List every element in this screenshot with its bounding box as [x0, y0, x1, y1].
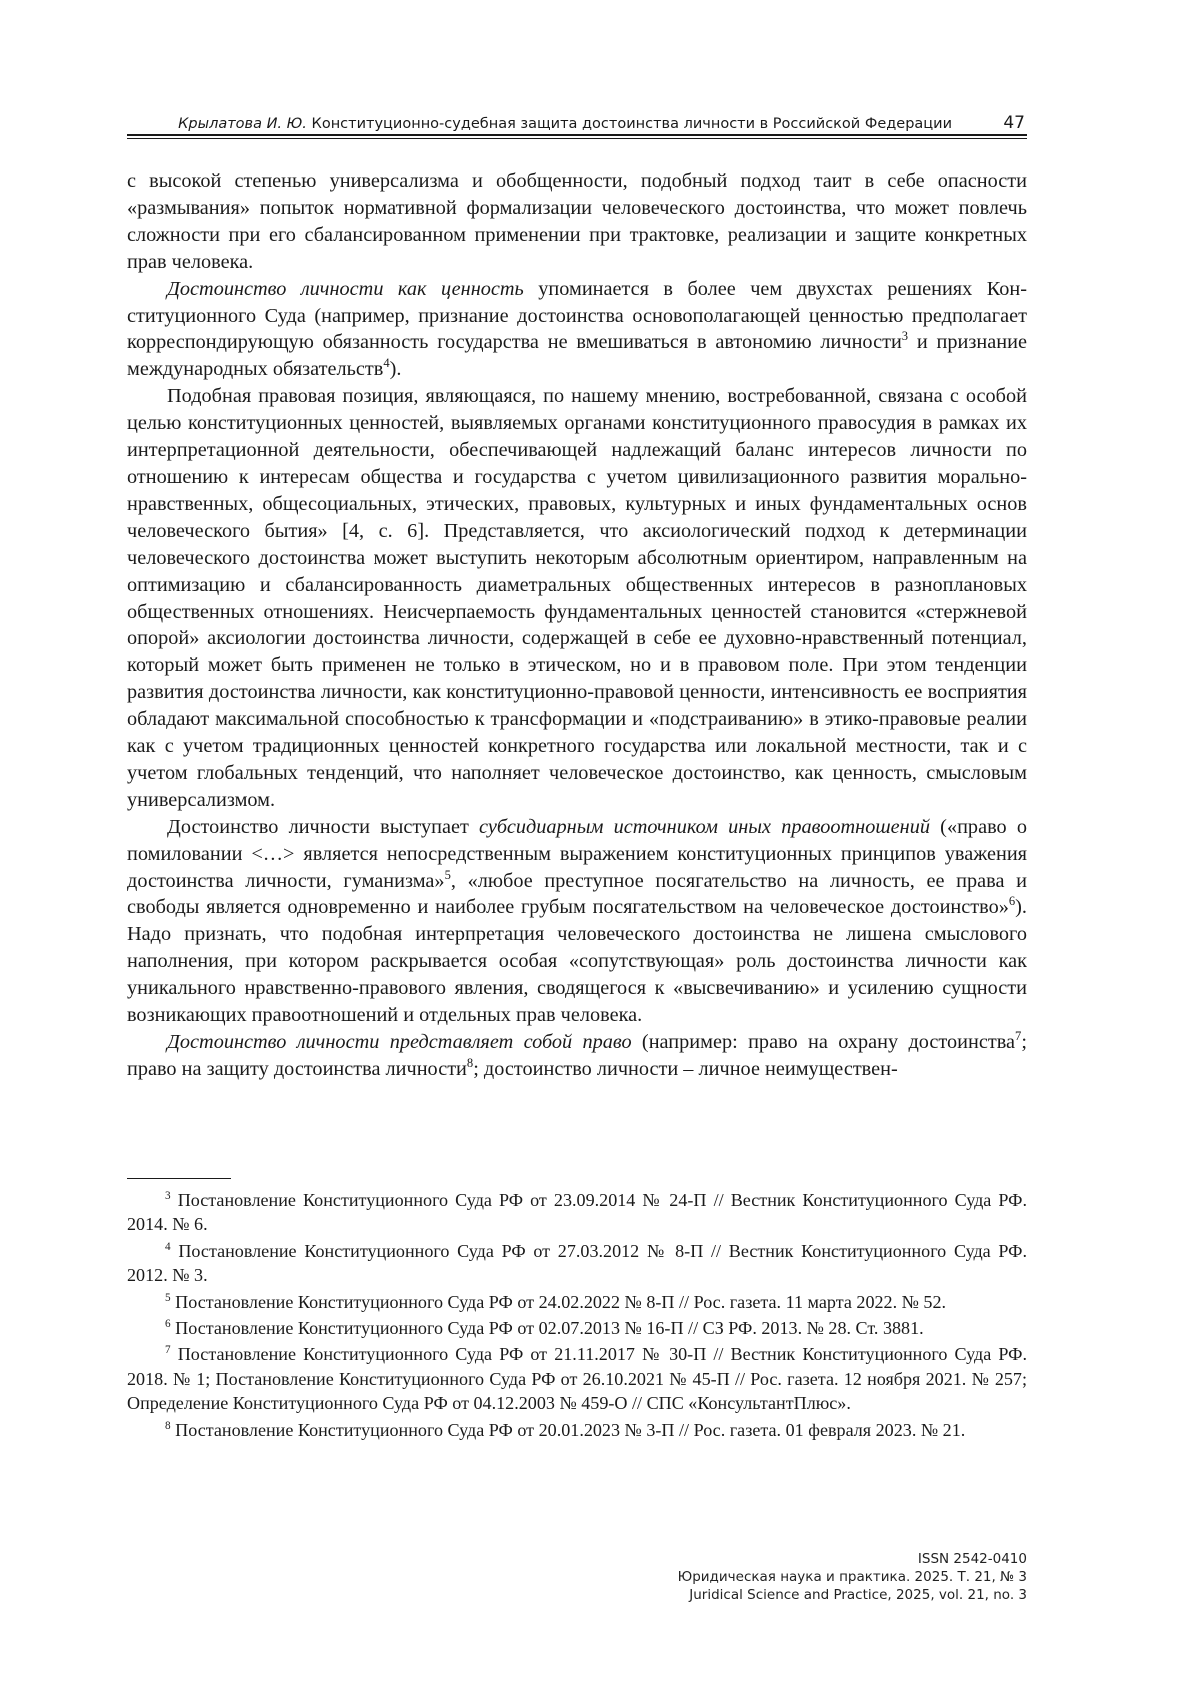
- footnote-text: Постановление Конституционного Суда РФ от 24.02.2022 № 8-П // Рос. газета. 11 марта 2022. № 52.: [175, 1291, 947, 1312]
- footnote-text: Постановление Конституционного Суда РФ от 02.07.2013 № 16-П // СЗ РФ. 2013. № 28. Ст. 3881.: [175, 1318, 924, 1339]
- footnote-separator: [127, 1178, 231, 1179]
- footnote-ref-7[interactable]: 7: [1015, 1029, 1022, 1044]
- paragraph-1: [127, 168, 1027, 276]
- header-rule-thin: [127, 138, 1027, 139]
- paragraph-4-text-b: («право о помиловании <…> является непосредственным выражением конституционных принципов уважения достоинства личности, гуманизма»: [127, 815, 1027, 892]
- paragraph-4: [127, 814, 1027, 1029]
- footnote-number: 8: [165, 1419, 171, 1432]
- paragraph-2-text-b: и признание международных обязательств: [127, 331, 1027, 381]
- paragraph-3: [127, 383, 1027, 814]
- running-head-text: [178, 116, 952, 132]
- paragraph-2-emphasis: Достоинство личности как ценность: [167, 277, 524, 300]
- paragraph-2: [127, 276, 1027, 384]
- footnote-8: [127, 1418, 1027, 1442]
- footnote-ref-4[interactable]: 4: [383, 356, 390, 371]
- footnote-7: [127, 1342, 1027, 1415]
- footnote-number: 5: [165, 1291, 171, 1304]
- running-head-author: Крылатова И. Ю.: [178, 116, 307, 132]
- footnote-4: [127, 1239, 1027, 1288]
- paragraph-5: [127, 1029, 1027, 1083]
- journal-citation-en: Juridical Science and Practice, 2025, vol. 21, no. 3: [689, 1587, 1027, 1603]
- footnotes: [127, 1188, 1027, 1444]
- paragraph-5-text-c: ; достоинство личности – личное неимуществен-: [473, 1057, 898, 1080]
- footnote-3: [127, 1188, 1027, 1237]
- footnote-6: [127, 1316, 1027, 1340]
- paragraph-2-text-a: упоминается в более чем двухстах решениях Конституционного Суда (например, признание достоинства основополагающей ценностью предполагает корреспондирующую обязанность государства не вмешиваться в автономию личности: [127, 277, 1027, 354]
- page-number: 47: [1003, 113, 1025, 133]
- paragraph-2-text-c: ).: [389, 358, 402, 381]
- paragraph-3-text: Подобная правовая позиция, являющаяся, по нашему мнению, востребованной, связана с особой целью конституционных ценностей, выявляемых органами конституционного правосудия в рамках их интерпретационной деятельности, обеспечивающей надлежащий баланс интересов личности по отношению к интересам общества и государства с учетом цивилизационного развития морально-нравственных, общесоциальных, этических, правовых, культурных и иных фундаментальных основ человеческого бытия» [4, с. 6]. Представляется, что аксиологический подход к детерминации человеческого достоинства может выступить некоторым абсолютным ориентиром, направленным на оптимизацию и сбалансированность диаметральных общественных интересов в разноплановых общественных отношениях. Неисчерпаемость фундаментальных ценностей становится «стержневой опорой» аксиологии достоинства личности, содержащей в себе ее духовно-нравственный потенциал, который может быть применен не только в этическом, но и в правовом поле. При этом тенденции развития достоинства личности, как конституционно-правовой ценности, интенсивность ее восприятия обладают максимальной способностью к трансформации и «подстраиванию» в этико-правовые реалии как с учетом традиционных ценностей конкретного государства или локальной местности, так и с учетом глобальных тенденций, что наполняет человеческое достоинство, как ценность, смысловым универсализмом.: [127, 385, 1027, 811]
- journal-citation-ru: Юридическая наука и практика. 2025. Т. 21, № 3: [677, 1569, 1027, 1585]
- footnote-text: Постановление Конституционного Суда РФ от 20.01.2023 № 3-П // Рос. газета. 01 февраля 2023. № 21.: [175, 1419, 966, 1440]
- footnote-ref-8[interactable]: 8: [466, 1056, 474, 1071]
- paragraph-4-text-a: Достоинство личности выступает: [167, 815, 480, 838]
- footnote-number: 4: [165, 1240, 171, 1253]
- footnote-5: [127, 1290, 1027, 1314]
- header-rule-thick: [127, 134, 1027, 136]
- footnote-ref-5[interactable]: 5: [444, 867, 451, 882]
- issn: ISSN 2542-0410: [917, 1551, 1027, 1567]
- paragraph-5-text-b: ; право на защиту достоинства личности: [127, 1031, 1027, 1080]
- footnote-text: Постановление Конституционного Суда РФ от 23.09.2014 № 24-П // Вестник Конституционного Суда РФ. 2014. № 6.: [127, 1190, 1027, 1235]
- running-head: [127, 113, 1027, 141]
- paragraph-4-emphasis: субсидиарным источником иных правоотношений: [479, 815, 930, 838]
- footnote-number: 3: [165, 1189, 171, 1202]
- footnote-number: 7: [165, 1344, 171, 1357]
- page-footer: [678, 1550, 1027, 1604]
- footnote-text: Постановление Конституционного Суда РФ от 21.11.2017 № 30-П // Вестник Конституционного Суда РФ. 2018. № 1; Постановление Конституционного Суда РФ от 26.10.2021 № 45-П // Рос. газета. 12 ноября 2021. № 257; Определение Конституционного Суда РФ от 04.12.2003 № 459-О // СПС «КонсультантПлюс».: [127, 1344, 1027, 1414]
- paragraph-5-text-a: (например: право на охрану достоинства: [631, 1031, 1016, 1053]
- paragraph-4-text-c: , «любое преступное посягательство на личность, ее права и свободы является одновременно и наиболее грубым посягательством на человеческое достоинство»: [127, 869, 1027, 919]
- article-body: [127, 168, 1027, 1083]
- footnote-text: Постановление Конституционного Суда РФ от 27.03.2012 № 8-П // Вестник Конституционного Суда РФ. 2012. № 3.: [127, 1240, 1028, 1286]
- running-head-title: Конституционно-судебная защита достоинства личности в Российской Федерации: [311, 116, 952, 132]
- footnote-ref-3[interactable]: 3: [901, 329, 909, 344]
- footnote-number: 6: [165, 1318, 171, 1330]
- paragraph-5-emphasis: Достоинство личности представляет собой право: [167, 1031, 632, 1053]
- footnote-ref-6[interactable]: 6: [1008, 894, 1016, 909]
- paragraph-1-text: с высокой степенью универсализма и обобщенности, подобный подход таит в себе опасности «размывания» попыток нормативной формализации человеческого достоинства, что может повлечь сложности при его сбалансированном применении при трактовке, реализации и защите конкретных прав человека.: [127, 170, 1027, 273]
- paragraph-4-text-d: ). Надо признать, что подобная интерпретация человеческого достоинства не лишена смыслового наполнения, при котором раскрывается особая «сопутствующая» роль достоинства личности как уникального нравственно-правового явления, сводящегося к «высвечиванию» и усилению сущности возникающих правоотношений и отдельных прав человека.: [127, 896, 1027, 1027]
